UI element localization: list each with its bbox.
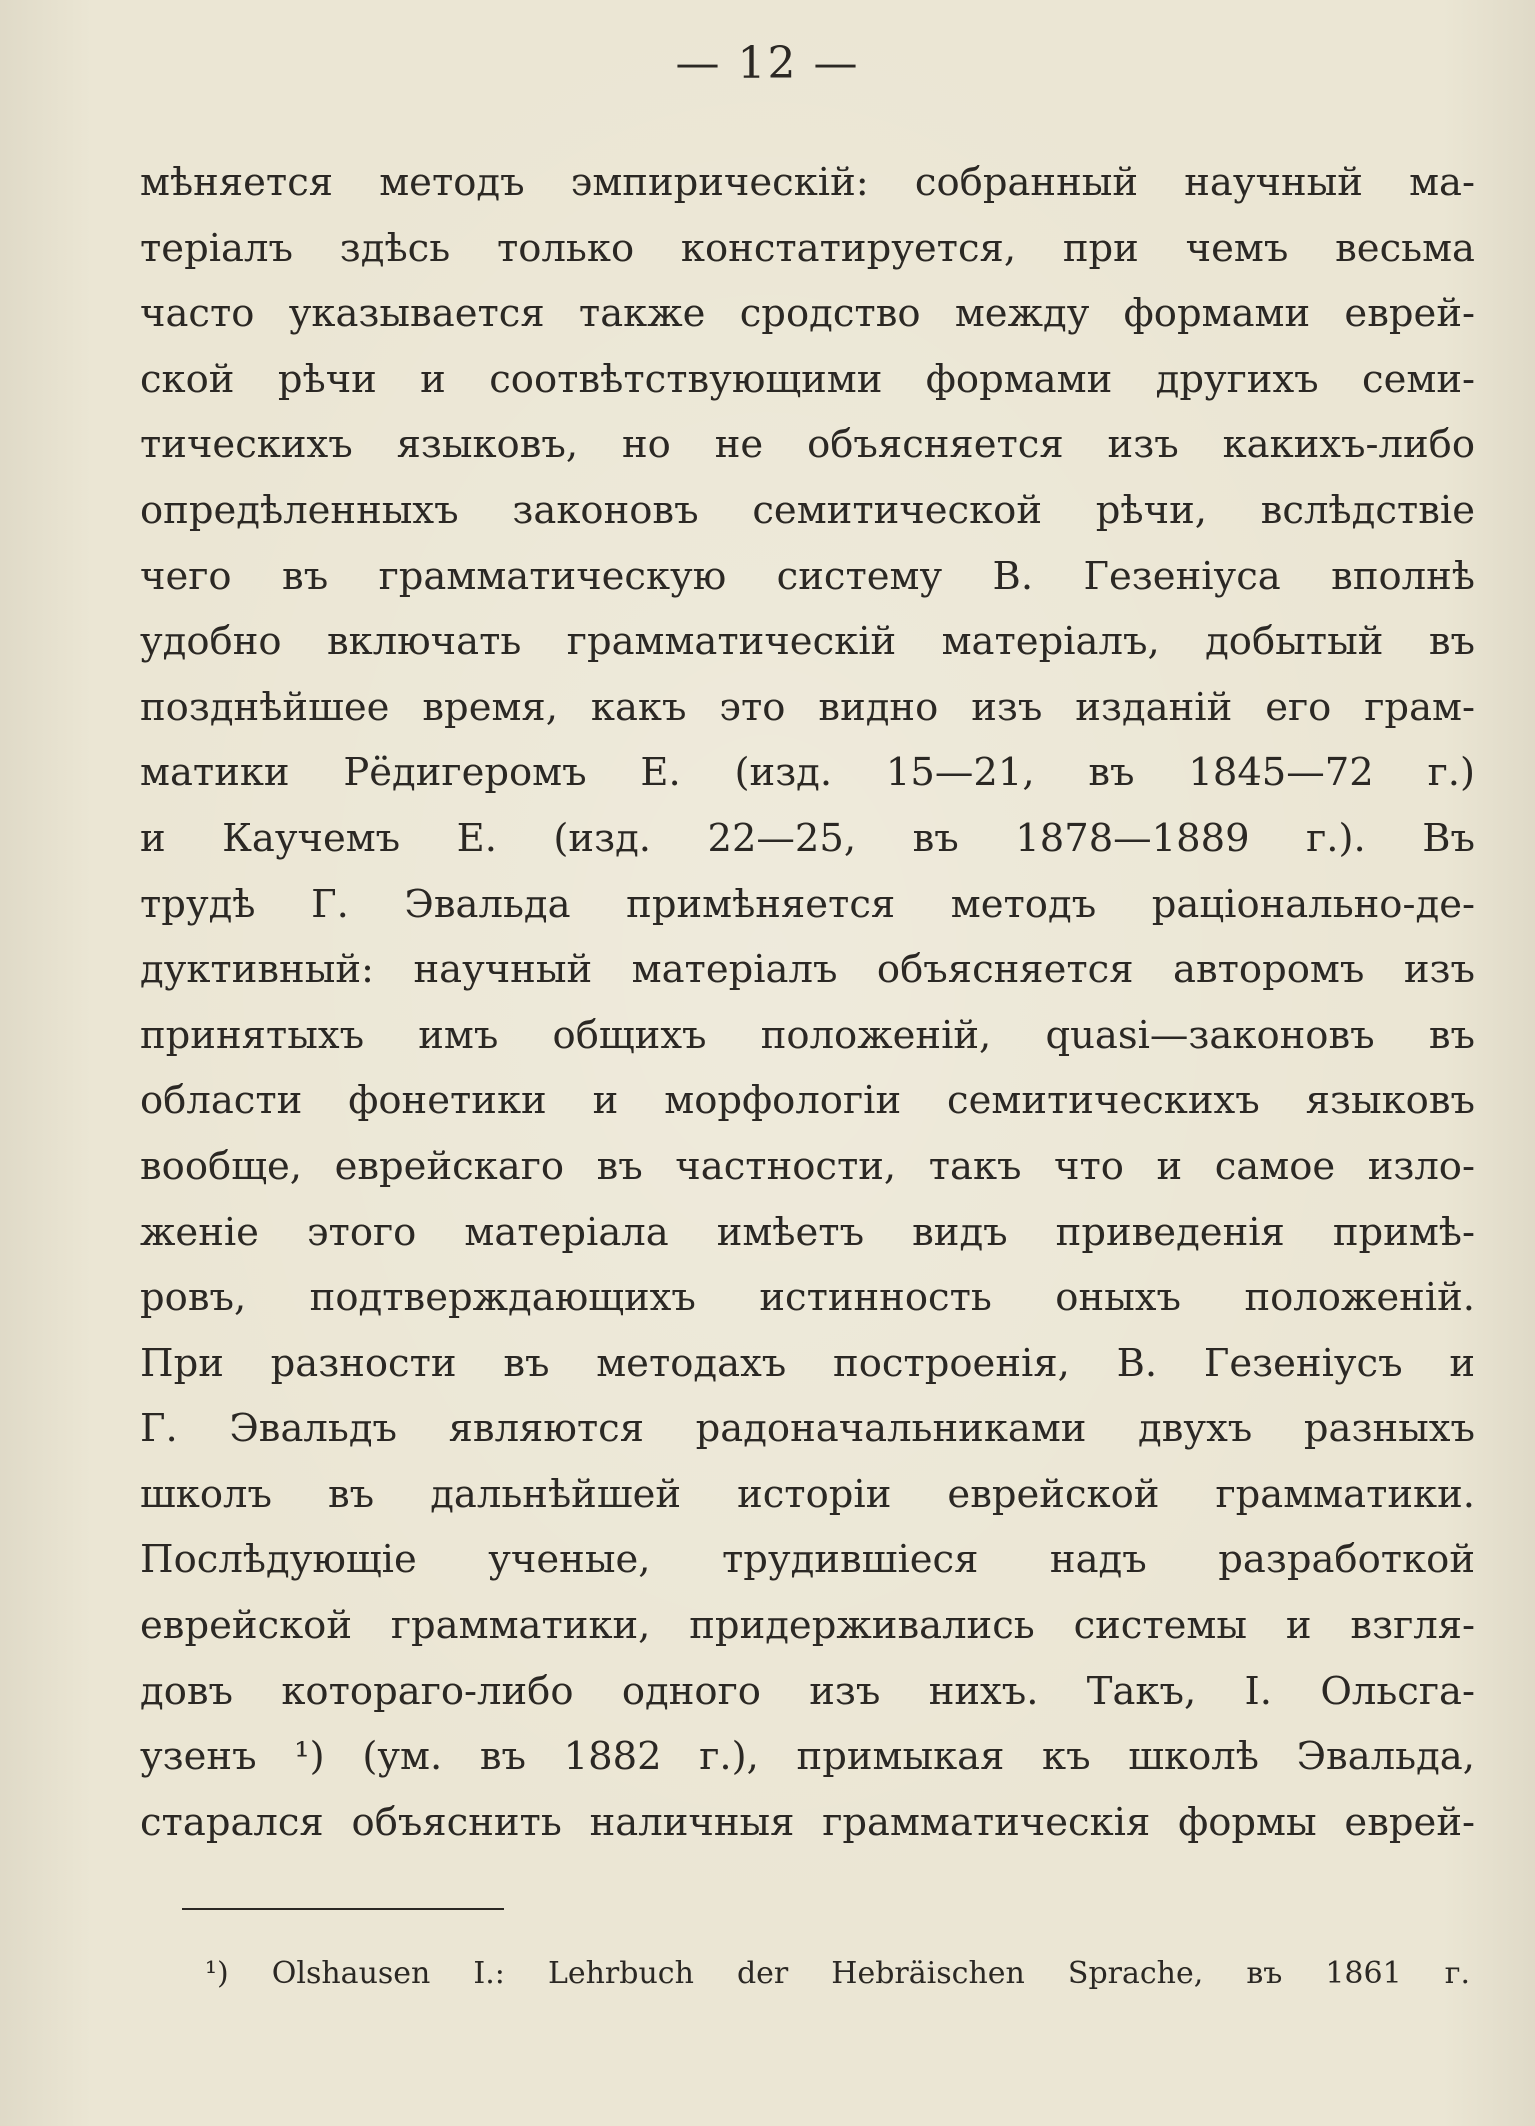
text-line: удобно включать грамматическій матеріалъ, добытый въ [140, 619, 1475, 665]
text-line: Послѣдующіе ученые, трудившіеся надъ разработкой [140, 1537, 1475, 1583]
text-line: старался объяснить наличныя грамматическія формы еврей- [140, 1799, 1475, 1845]
text-line: принятыхъ имъ общихъ положеній, quasi—законовъ въ [140, 1012, 1475, 1058]
text-line: позднѣйшее время, какъ это видно изъ изданій его грам- [140, 684, 1475, 730]
text-line: опредѣленныхъ законовъ семитической рѣчи, вслѣдствіе [140, 487, 1475, 533]
text-line: матики Рёдигеромъ Е. (изд. 15—21, въ 1845—72 г.) [140, 750, 1475, 796]
text-line: дуктивный: научный матеріалъ объясняется авторомъ изъ [140, 947, 1475, 993]
page-number: — 12 — [675, 38, 860, 89]
text-line: вообще, еврейскаго въ частности, такъ что и самое изло- [140, 1143, 1475, 1189]
text-line: чего въ грамматическую систему В. Гезеніуса вполнѣ [140, 553, 1475, 599]
text-line: мѣняется методъ эмпирическій: собранный научный ма- [140, 160, 1475, 205]
text-line: При разности въ методахъ построенія, В. Гезеніусъ и [140, 1340, 1475, 1386]
text-line: женіе этого матеріала имѣетъ видъ приведенія примѣ- [140, 1209, 1475, 1255]
text-line: тическихъ языковъ, но не объясняется изъ какихъ-либо [140, 422, 1475, 468]
text-line: области фонетики и морфологіи семитическихъ языковъ [140, 1078, 1475, 1124]
text-line: еврейской грамматики, придерживались системы и взгля- [140, 1603, 1475, 1649]
text-line: ской рѣчи и соотвѣтствующими формами другихъ семи- [140, 356, 1475, 402]
text-line: часто указывается также сродство между формами еврей- [140, 291, 1475, 337]
text-line: школъ въ дальнѣйшей исторіи еврейской грамматики. [140, 1471, 1475, 1517]
footnote-divider [182, 1908, 504, 1910]
text-line: Г. Эвальдъ являются радоначальниками двухъ разныхъ [140, 1406, 1475, 1452]
text-line: теріалъ здѣсь только констатируется, при чемъ весьма [140, 225, 1475, 271]
text-line: довъ котораго-либо одного изъ нихъ. Такъ, І. Ольсга- [140, 1668, 1475, 1714]
text-line: и Каучемъ Е. (изд. 22—25, въ 1878—1889 г.). Въ [140, 815, 1475, 861]
text-line: ровъ, подтверждающихъ истинность оныхъ положеній. [140, 1275, 1475, 1321]
body-text [140, 150, 1475, 1855]
text-line: узенъ ¹) (ум. въ 1882 г.), примыкая къ школѣ Эвальда, [140, 1734, 1475, 1780]
footnote: ¹) Olshausen I.: Lehrbuch der Hebräischen Sprache, въ 1861 г. [205, 1956, 1470, 1991]
text-line: трудѣ Г. Эвальда примѣняется методъ раціонально-де- [140, 881, 1475, 927]
